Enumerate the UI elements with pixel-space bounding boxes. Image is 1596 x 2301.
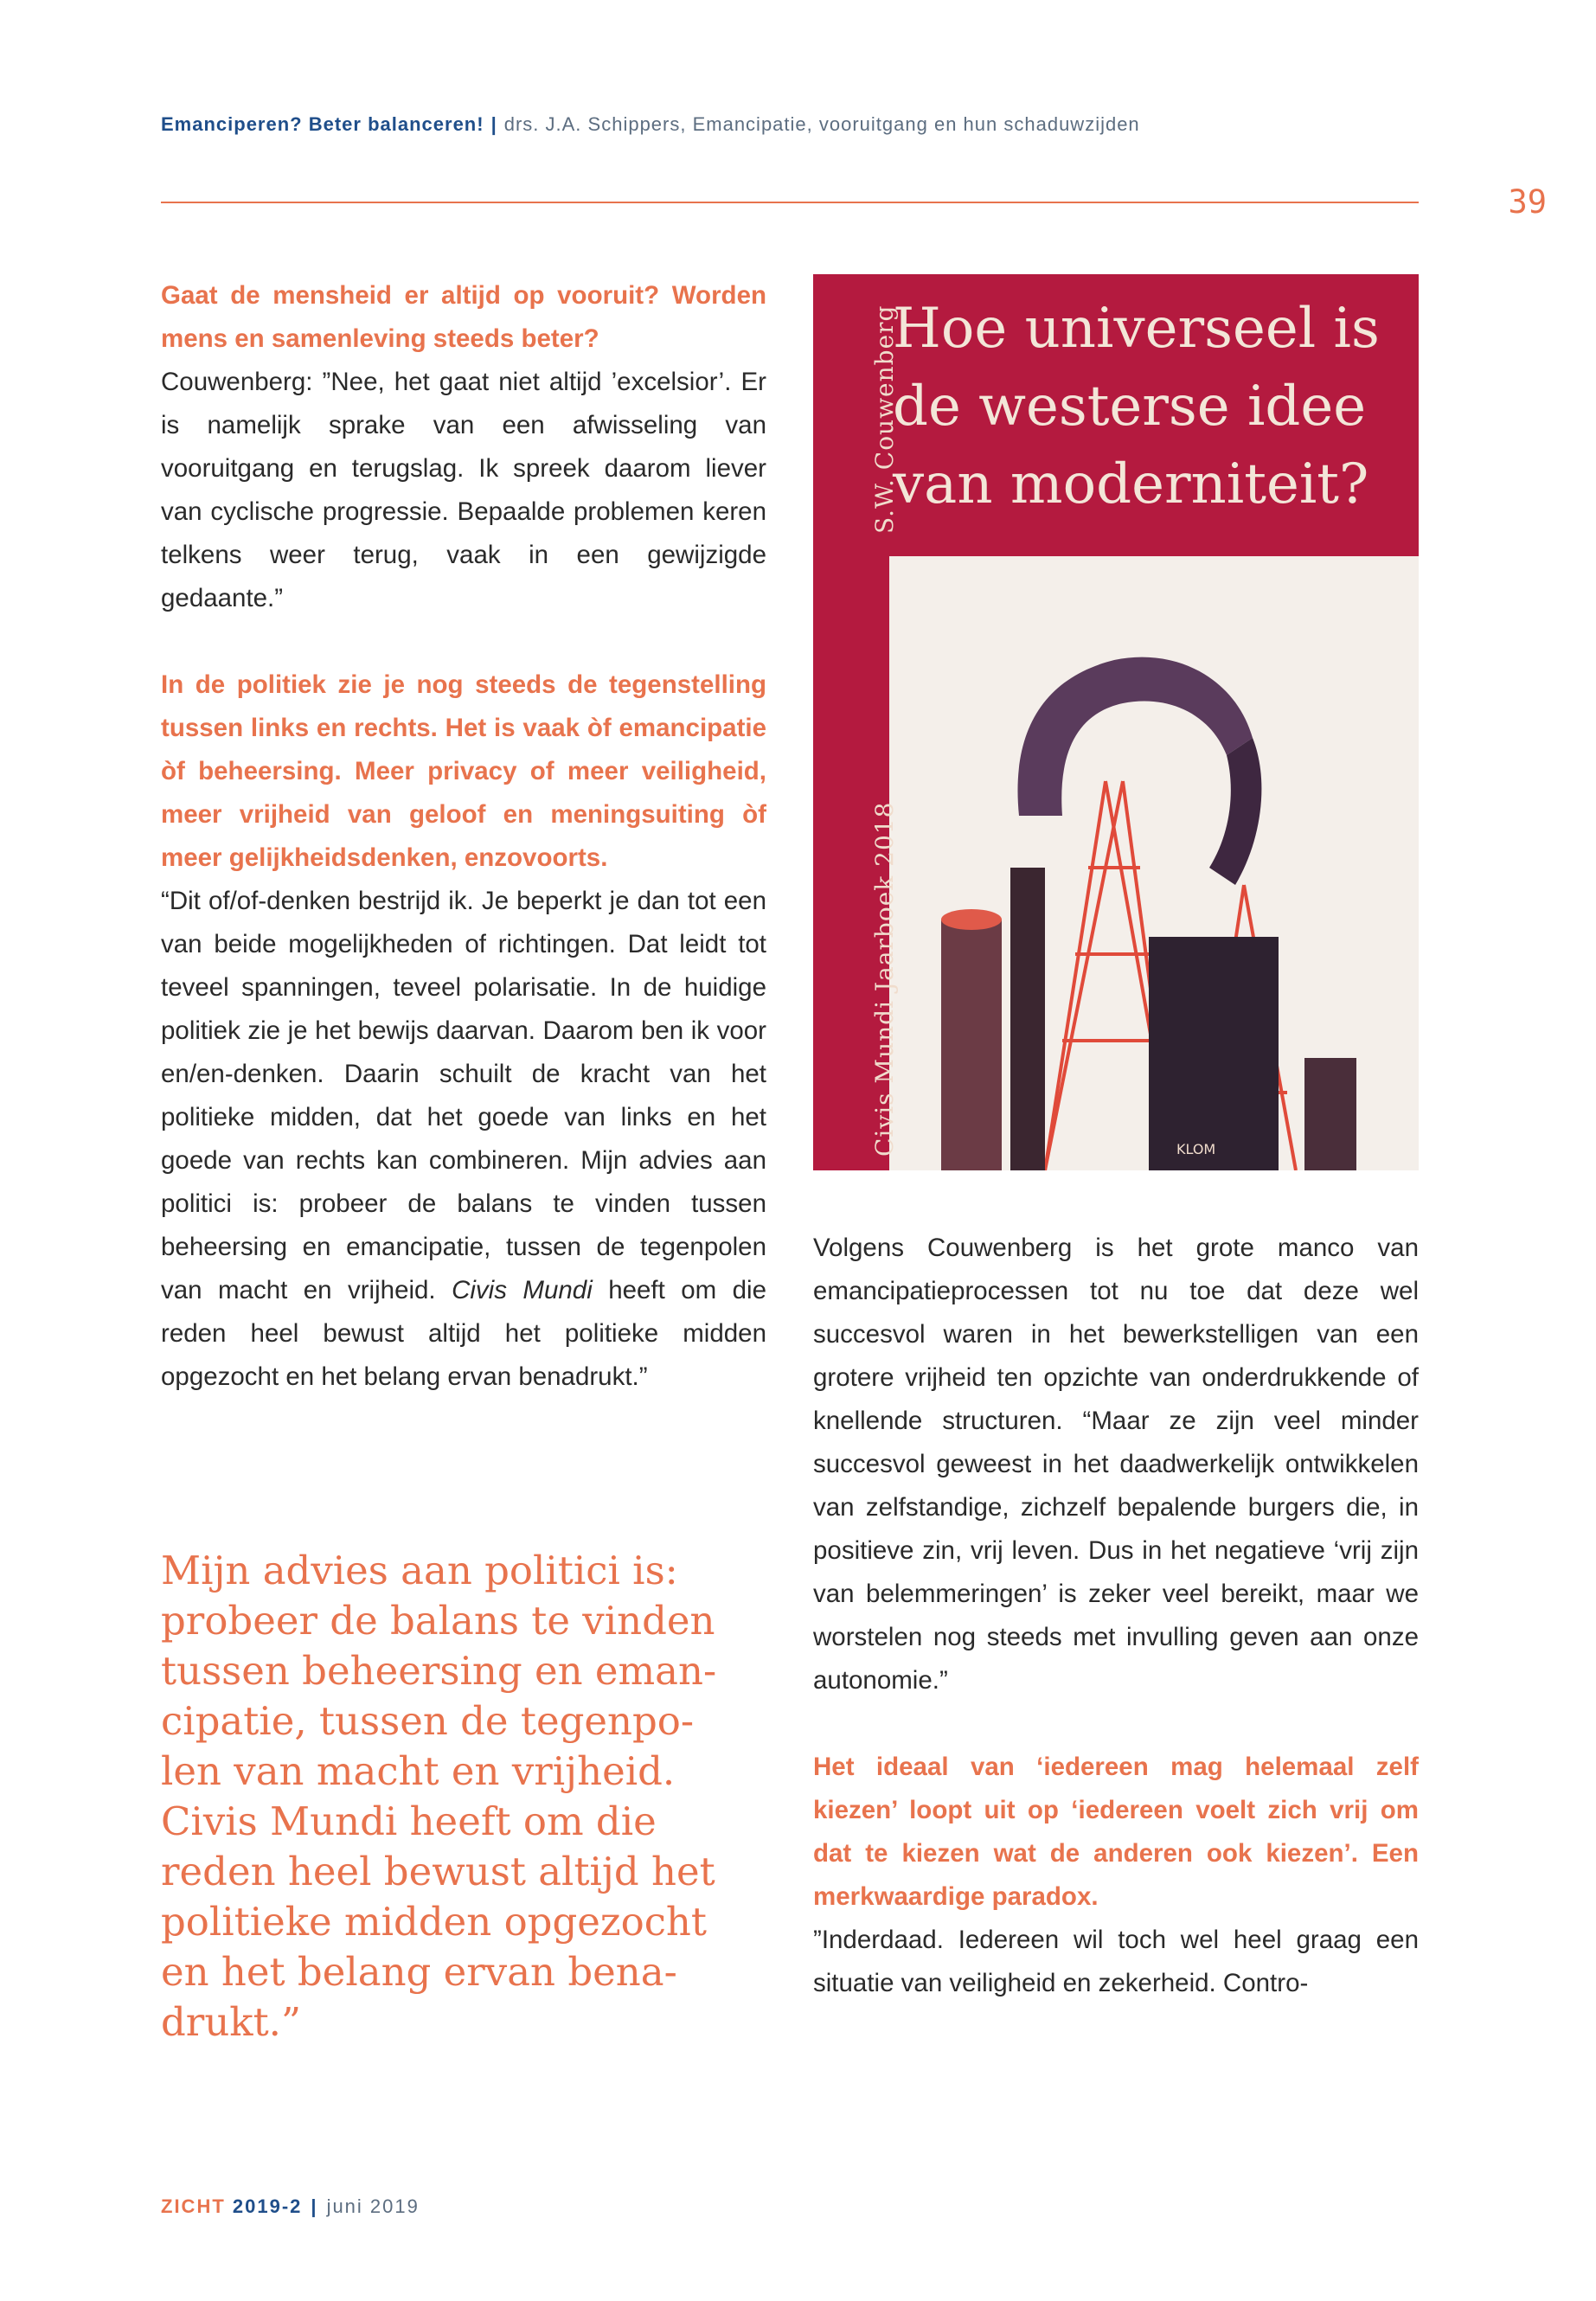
- cover-building: [941, 920, 1002, 1170]
- interview-answer-2: [161, 880, 766, 1399]
- interview-answer-1: Couwenberg: ”Nee, het gaat niet altijd ’excelsior’. Er is namelijk sprake van een afwisseling van vooruitgang en terugslag. Ik spreek daarom liever van cyclische progressie. Bepaalde problemen keren telkens weer terug, vaak in een gewijzigde gedaante.”: [161, 368, 766, 612]
- pull-quote-line: Civis Mundi heeft om die: [161, 1798, 657, 1844]
- cover-title: [893, 290, 1412, 523]
- pull-quote-line: en het belang ervan bena-: [161, 1949, 677, 1995]
- cover-title-line: Hoe universeel is: [893, 297, 1380, 361]
- paragraph-gap: [813, 1702, 1419, 1746]
- pull-quote-line: Mijn advies aan politici is:: [161, 1548, 678, 1593]
- cover-illustration: [889, 556, 1419, 1170]
- interview-question-1: Gaat de mensheid er altijd op vooruit? Worden mens en samenleving steeds beter?: [161, 281, 766, 353]
- cover-cylinder-top: [941, 909, 1002, 930]
- header-separator: |: [490, 113, 497, 135]
- paragraph-gap: [161, 620, 766, 663]
- cover-curve-shape: [1017, 657, 1253, 816]
- footer-brand: ZICHT: [161, 2195, 226, 2217]
- cover-building: [1304, 1058, 1356, 1170]
- pull-quote-line: drukt.”: [161, 1999, 301, 2045]
- cover-series: Civis Mundi Jaarboek 2018: [870, 801, 899, 1157]
- cover-building: [1149, 937, 1279, 1170]
- cover-title-line: van moderniteit?: [893, 452, 1369, 516]
- answer-2-italic: Civis Mundi: [452, 1276, 593, 1304]
- header-rule: [161, 202, 1419, 203]
- interview-question-2: In de politiek zie je nog steeds de tegenstelling tussen links en rechts. Het is vaak òf emancipatie òf beheersing. Meer privacy of meer veiligheid, meer vrijheid van geloof en meningsuiting òf meer gelijkheidsdenken, enzovoorts.: [161, 670, 766, 872]
- pull-quote-line: len van macht en vrijheid.: [161, 1748, 676, 1794]
- running-header: [161, 113, 1424, 136]
- interview-answer-4: ”Inderdaad. Iedereen wil toch wel heel graag een situatie van veiligheid en zekerheid. Contro-: [813, 1926, 1419, 1997]
- footer-issue: 2019-2: [232, 2195, 303, 2217]
- book-cover-image: [813, 274, 1419, 1170]
- right-column: [813, 1227, 1419, 2005]
- left-column: [161, 274, 766, 1399]
- pull-quote-line: reden heel bewust altijd het: [161, 1849, 715, 1894]
- header-subtitle: drs. J.A. Schippers, Emancipatie, vooruitgang en hun schaduwzijden: [503, 113, 1140, 135]
- pull-quote: [161, 1546, 766, 2048]
- pull-quote-line: politieke midden opgezocht: [161, 1899, 707, 1945]
- body-paragraph-3: Volgens Couwenberg is het grote manco van emancipatieprocessen tot nu toe dat deze wel succesvol waren in het bewerkstelligen van een grotere vrijheid ten opzichte van onderdrukkende of knellende structuren. “Maar ze zijn veel minder succesvol geweest in het daadwerkelijk ontwikkelen van zelfstandige, zichzelf bepalende burgers die, in positieve zin, vrij leven. Dus in het negatieve ‘vrij zijn van belemmeringen’ is zeker veel bereikt, maar we worstelen nog steeds met invulling geven aan onze autonomie.”: [813, 1234, 1419, 1695]
- pull-quote-line: probeer de balans te vinden: [161, 1598, 715, 1644]
- header-series-title: Emanciperen? Beter balanceren!: [161, 113, 484, 135]
- page-footer: [161, 2195, 420, 2218]
- cover-imprint: KLOM: [1176, 1141, 1216, 1157]
- cover-title-line: de westerse idee: [893, 375, 1367, 439]
- page-number: 39: [1508, 183, 1547, 221]
- answer-2-text-b: heeft om die reden heel bewust altijd het politieke midden opgezocht en het belang ervan benadrukt.”: [161, 1276, 767, 1391]
- answer-2-text-a: “Dit of/of-denken bestrijd ik. Je beperkt je dan tot een van beide mogelijkheden of richtingen. Dat leidt tot teveel spanningen, teveel polarisatie. In de huidige politiek zie je het bewijs daarvan. Daarom ben ik voor en/en-denken. Daarin schuilt de kracht van het politieke midden, dat het goede van links en het goede van rechts kan combineren. Mijn advies aan politici is: probeer de balans te vinden tussen beheersing en emancipatie, tussen de tegenpolen van macht en vrijheid.: [161, 887, 766, 1304]
- cover-author: S.W. Couwenberg: [870, 304, 899, 534]
- pull-quote-line: cipatie, tussen de tegenpo-: [161, 1698, 695, 1744]
- pull-quote-line: tussen beheersing en eman-: [161, 1648, 717, 1694]
- interview-question-3: Het ideaal van ‘iedereen mag helemaal zelf kiezen’ loopt uit op ‘iedereen voelt zich vrij om dat te kiezen wat de anderen ook kiezen’. Een merkwaardige paradox.: [813, 1753, 1419, 1911]
- footer-date: juni 2019: [326, 2195, 420, 2217]
- footer-separator: |: [311, 2195, 318, 2217]
- cover-building: [1010, 868, 1045, 1170]
- cover-curve-shape: [1209, 738, 1261, 885]
